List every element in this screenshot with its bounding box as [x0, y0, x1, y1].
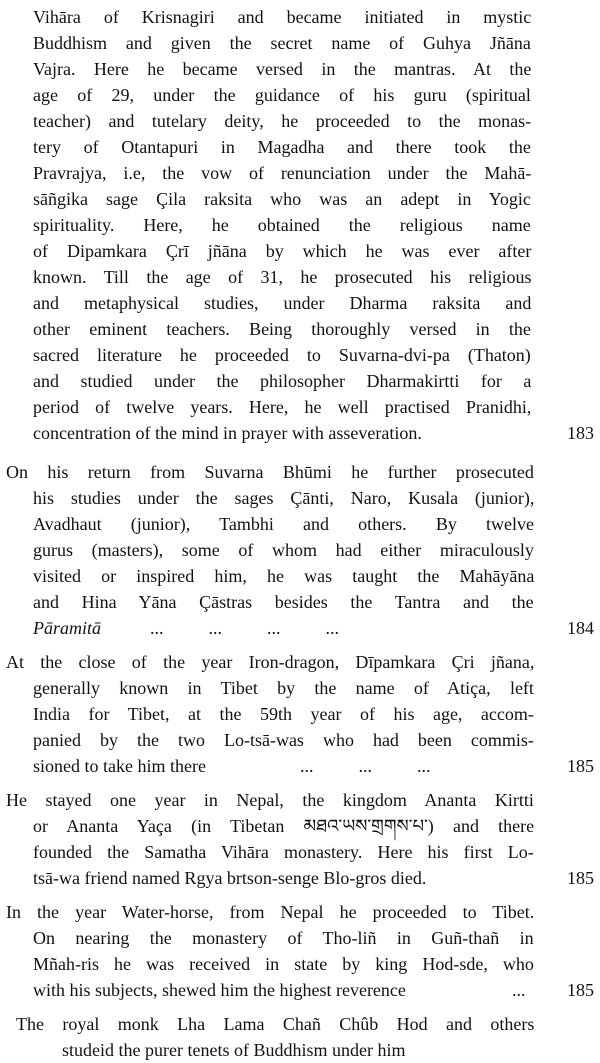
text-line: Avadhaut (junior), Tambhi and others. By twelve — [33, 514, 534, 534]
text-line: teacher) and tutelary deity, he proceeded to the monas- — [33, 111, 532, 131]
text-line: or Ananta Yaça (in Tibetan མཐའ་ཡས་གྲགས་པ་) and there — [33, 816, 535, 836]
text-line: tsā-wa friend named Rgya brtson-senge Blo-gros died. — [33, 868, 427, 888]
entry-first-line: At the close of the year Iron-dragon, Dīpamkara Çri jñana, — [6, 652, 535, 672]
text-line: and studied under the philosopher Dharmakirtti for a — [33, 371, 532, 391]
text-line: sāñgika sage Çila raksita who was an adept in Yogic — [33, 189, 531, 209]
text-line: sioned to take him there — [33, 756, 206, 776]
text-line: Pāramitā — [33, 618, 102, 638]
text-line: Vajra. Here he became versed in the mantras. At the — [33, 59, 532, 79]
page-reference: 185 — [567, 868, 594, 888]
entry-first-line: On his return from Suvarna Bhūmi he further prosecuted — [6, 462, 534, 482]
text-line: founded the Samatha Vihāra monastery. Here his first Lo- — [33, 842, 534, 862]
text-line: his studies under the sages Çānti, Naro, Kusala (junior), — [33, 488, 535, 508]
text-line: known. Till the age of 31, he prosecuted his religious — [33, 267, 532, 287]
page-reference: 184 — [567, 618, 594, 638]
text-line: period of twelve years. Here, he well practised Pranidhi, — [33, 397, 532, 417]
text-line: Mñah-ris he was received in state by king Hod-sde, who — [33, 954, 534, 974]
entry-first-line: In the year Water-horse, from Nepal he proceeded to Tibet. — [6, 902, 535, 922]
text-line: generally known in Tibet by the name of Atiça, left — [33, 678, 534, 698]
entry-first-line: He stayed one year in Nepal, the kingdom Ananta Kirtti — [6, 790, 534, 810]
text-line: panied by the two Lo-tsā-was who had been commis- — [33, 730, 534, 750]
text-line: of Dipamkara Çrī jñāna by which he was ever after — [33, 241, 532, 261]
dot-leader: ... ... ... — [300, 756, 431, 776]
dot-leader: ... ... ... ... — [150, 618, 339, 638]
page-reference: 183 — [567, 423, 594, 443]
text-line: other eminent teachers. Being thoroughly versed in the — [33, 319, 531, 339]
text-line: and Hina Yāna Çāstras besides the Tantra and the — [33, 592, 534, 612]
text-line: sacred literature he proceeded to Suvarna-dvi-pa (Thaton) — [33, 345, 531, 365]
text-line: with his subjects, shewed him the highest reverence — [33, 980, 406, 1000]
page-reference: 185 — [567, 980, 594, 1000]
text-line: visited or inspired him, he was taught the Mahāyāna — [33, 566, 535, 586]
text-line: Vihāra of Krisnagiri and became initiated in mystic — [33, 7, 532, 27]
entry-first-line: The royal monk Lha Lama Chañ Chûb Hod and others — [16, 1014, 535, 1034]
text-line: concentration of the mind in prayer with asseveration. — [33, 423, 422, 443]
text-line: tery of Otantapuri in Magadha and there took the — [33, 137, 531, 157]
text-line: Pravrajya, i.e, the vow of renunciation under the Mahā- — [33, 163, 532, 183]
text-line: India for Tibet, at the 59th year of his age, accom- — [33, 704, 534, 724]
dot-leader: ... — [512, 980, 526, 1000]
text-line: gurus (masters), some of whom had either miraculously — [33, 540, 534, 560]
text-line: spirituality. Here, he obtained the religious name — [33, 215, 531, 235]
text-line: age of 29, under the guidance of his guru (spiritual — [33, 85, 531, 105]
text-line: studeid the purer tenets of Buddhism under him — [62, 1040, 406, 1060]
page-reference: 185 — [567, 756, 594, 776]
text-line: On nearing the monastery of Tho-liñ in Guñ-thañ in — [33, 928, 534, 948]
text-line: Buddhism and given the secret name of Guhya Jñāna — [33, 33, 531, 53]
text-line: and metaphysical studies, under Dharma raksita and — [33, 293, 532, 313]
